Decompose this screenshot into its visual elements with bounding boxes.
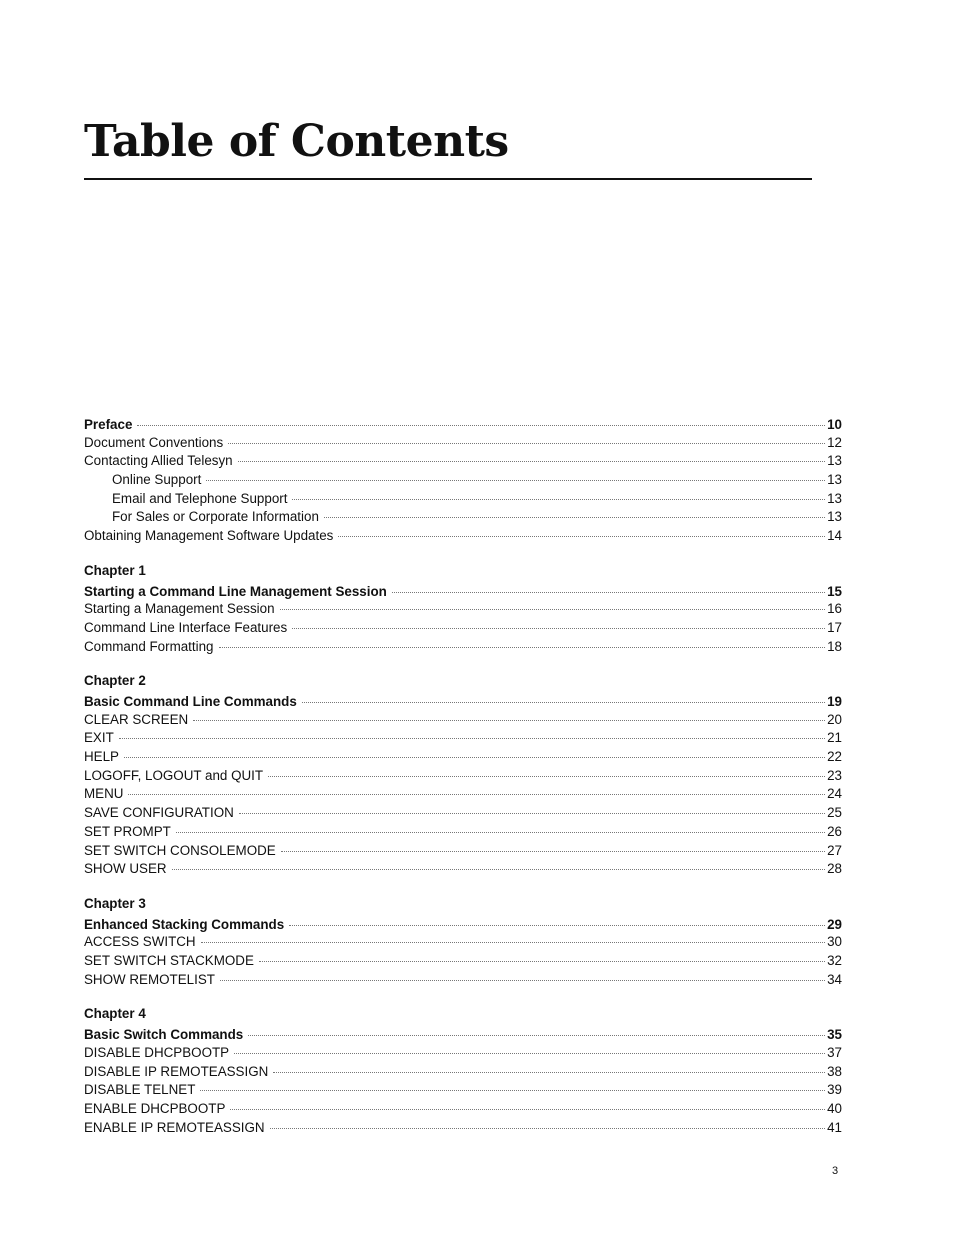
toc-entry-label: Basic Command Line Commands	[84, 694, 297, 710]
toc-heading-entry[interactable]	[84, 693, 842, 711]
dot-leader	[392, 592, 825, 593]
toc-entry[interactable]	[84, 1081, 842, 1100]
page-number: 3	[832, 1165, 839, 1177]
toc-entry-page: 34	[827, 971, 842, 987]
chapter-label: Chapter 2	[84, 673, 146, 689]
dot-leader	[206, 480, 825, 481]
dot-leader	[200, 1090, 825, 1091]
toc-entry-page: 41	[827, 1119, 842, 1135]
dot-leader	[193, 720, 825, 721]
dot-leader	[238, 461, 825, 462]
toc-entry-page: 17	[827, 619, 842, 635]
toc-section	[84, 561, 842, 657]
toc-heading-entry[interactable]	[84, 916, 842, 934]
toc-entry[interactable]	[84, 490, 842, 509]
toc-entry[interactable]	[84, 804, 842, 823]
toc-entry-label: MENU	[84, 786, 124, 802]
toc-section	[84, 416, 842, 546]
toc-section	[84, 1004, 842, 1137]
toc-entry[interactable]	[84, 452, 842, 471]
toc-entry[interactable]	[84, 508, 842, 527]
toc-entry-page: 26	[827, 823, 842, 839]
toc-entry-page: 13	[827, 471, 842, 487]
toc-entry-page: 20	[827, 711, 842, 727]
toc-entry-page: 38	[827, 1063, 842, 1079]
dot-leader	[302, 702, 825, 703]
toc-entry-label: Starting a Command Line Management Session	[84, 583, 387, 599]
dot-leader	[273, 1072, 825, 1073]
toc-section	[84, 894, 842, 990]
toc-entry[interactable]	[84, 860, 842, 879]
chapter-label: Chapter 3	[84, 895, 146, 911]
dot-leader	[201, 942, 825, 943]
dot-leader	[220, 980, 825, 981]
dot-leader	[280, 609, 826, 610]
toc-entry[interactable]	[84, 527, 842, 546]
toc-entry-label: SHOW REMOTELIST	[84, 971, 215, 987]
toc-entry[interactable]	[84, 619, 842, 638]
title-rule	[84, 178, 812, 180]
toc-entry-label: Contacting Allied Telesyn	[84, 453, 233, 469]
dot-leader	[228, 443, 825, 444]
toc-entry-page: 16	[827, 601, 842, 617]
toc-entry-label: Preface	[84, 417, 133, 432]
toc-entry[interactable]	[84, 785, 842, 804]
toc-entry-page: 35	[827, 1027, 842, 1043]
toc-entry-label: ENABLE DHCPBOOTP	[84, 1101, 226, 1116]
toc-entry-label: Online Support	[112, 471, 202, 487]
dot-leader	[137, 425, 825, 426]
toc-entry-page: 10	[827, 417, 842, 432]
dot-leader	[172, 869, 826, 870]
toc-entry-label: LOGOFF, LOGOUT and QUIT	[84, 767, 264, 783]
toc-entry-label: Email and Telephone Support	[112, 490, 288, 506]
toc-entry-label: SET PROMPT	[84, 823, 171, 839]
toc-entry[interactable]	[84, 600, 842, 619]
toc-entry-page: 25	[827, 805, 842, 821]
toc-entry-label: SAVE CONFIGURATION	[84, 805, 234, 821]
dot-leader	[270, 1128, 826, 1129]
dot-leader	[239, 813, 825, 814]
toc-entry-page: 13	[827, 509, 842, 525]
dot-leader	[281, 851, 825, 852]
dot-leader	[234, 1053, 825, 1054]
toc-entry-page: 40	[827, 1101, 842, 1116]
dot-leader	[230, 1109, 825, 1110]
dot-leader	[219, 647, 826, 648]
toc-entry-page: 30	[827, 934, 842, 950]
toc-entry-label: EXIT	[84, 730, 114, 746]
toc-entry-page: 24	[827, 786, 842, 802]
toc-entry[interactable]	[84, 767, 842, 786]
toc-entry[interactable]	[84, 823, 842, 842]
toc-entry-page: 18	[827, 638, 842, 654]
toc-entry-label: Enhanced Stacking Commands	[84, 916, 285, 932]
toc-heading-entry[interactable]	[84, 1026, 842, 1044]
toc-heading-entry[interactable]	[84, 583, 842, 601]
toc-entry-page: 13	[827, 453, 842, 469]
toc-entry[interactable]	[84, 471, 842, 490]
toc-entry-page: 14	[827, 527, 842, 543]
toc-entry[interactable]	[84, 729, 842, 748]
toc-entry-page: 29	[827, 916, 842, 932]
chapter-label: Chapter 4	[84, 1006, 146, 1022]
toc-entry-page: 23	[827, 767, 842, 783]
toc-section	[84, 671, 842, 879]
toc-entry-label: SHOW USER	[84, 861, 167, 877]
toc-entry-page: 28	[827, 861, 842, 877]
table-of-contents	[84, 416, 842, 1137]
toc-entry-label: Starting a Management Session	[84, 601, 275, 617]
toc-entry[interactable]	[84, 952, 842, 971]
toc-entry-page: 32	[827, 953, 842, 969]
toc-entry-page: 39	[827, 1082, 842, 1098]
chapter-label: Chapter 1	[84, 562, 146, 578]
toc-entry-label: Command Line Interface Features	[84, 619, 288, 635]
dot-leader	[292, 628, 825, 629]
toc-entry-page: 13	[827, 490, 842, 506]
toc-entry-page: 12	[827, 434, 842, 450]
dot-leader	[124, 757, 825, 758]
dot-leader	[289, 925, 825, 926]
toc-entry-label: DISABLE DHCPBOOTP	[84, 1044, 230, 1060]
toc-entry-page: 37	[827, 1044, 842, 1060]
dot-leader	[292, 499, 825, 500]
toc-entry-page: 21	[827, 730, 842, 746]
toc-entry[interactable]	[84, 638, 842, 657]
toc-entry-label: Obtaining Management Software Updates	[84, 527, 334, 543]
toc-entry[interactable]	[84, 434, 842, 453]
toc-entry[interactable]	[84, 1119, 842, 1138]
toc-heading-entry[interactable]	[84, 416, 842, 434]
toc-entry-label: For Sales or Corporate Information	[112, 509, 319, 525]
toc-entry[interactable]	[84, 842, 842, 861]
toc-entry-label: Basic Switch Commands	[84, 1027, 244, 1043]
dot-leader	[324, 517, 825, 518]
toc-entry[interactable]	[84, 1044, 842, 1063]
toc-entry-label: HELP	[84, 749, 119, 765]
toc-entry[interactable]	[84, 933, 842, 952]
dot-leader	[268, 776, 825, 777]
dot-leader	[338, 536, 825, 537]
toc-entry-page: 19	[827, 694, 842, 710]
toc-entry-label: DISABLE TELNET	[84, 1082, 196, 1098]
toc-entry-page: 27	[827, 842, 842, 858]
toc-entry[interactable]	[84, 1063, 842, 1082]
toc-entry-label: CLEAR SCREEN	[84, 711, 189, 727]
dot-leader	[119, 738, 825, 739]
page-title: Table of Contents	[84, 116, 509, 167]
toc-entry-label: ENABLE IP REMOTEASSIGN	[84, 1119, 265, 1135]
toc-entry-page: 15	[827, 583, 842, 599]
toc-entry-label: ACCESS SWITCH	[84, 934, 196, 950]
toc-entry[interactable]	[84, 971, 842, 990]
dot-leader	[259, 961, 825, 962]
dot-leader	[128, 794, 825, 795]
toc-entry-label: SET SWITCH STACKMODE	[84, 953, 254, 969]
toc-entry-page: 22	[827, 749, 842, 765]
toc-entry-label: DISABLE IP REMOTEASSIGN	[84, 1063, 269, 1079]
toc-entry-label: SET SWITCH CONSOLEMODE	[84, 842, 276, 858]
toc-entry-label: Command Formatting	[84, 638, 214, 654]
dot-leader	[248, 1035, 825, 1036]
toc-entry[interactable]	[84, 748, 842, 767]
toc-entry[interactable]	[84, 1100, 842, 1119]
toc-entry[interactable]	[84, 711, 842, 730]
dot-leader	[176, 832, 825, 833]
toc-entry-label: Document Conventions	[84, 434, 224, 450]
